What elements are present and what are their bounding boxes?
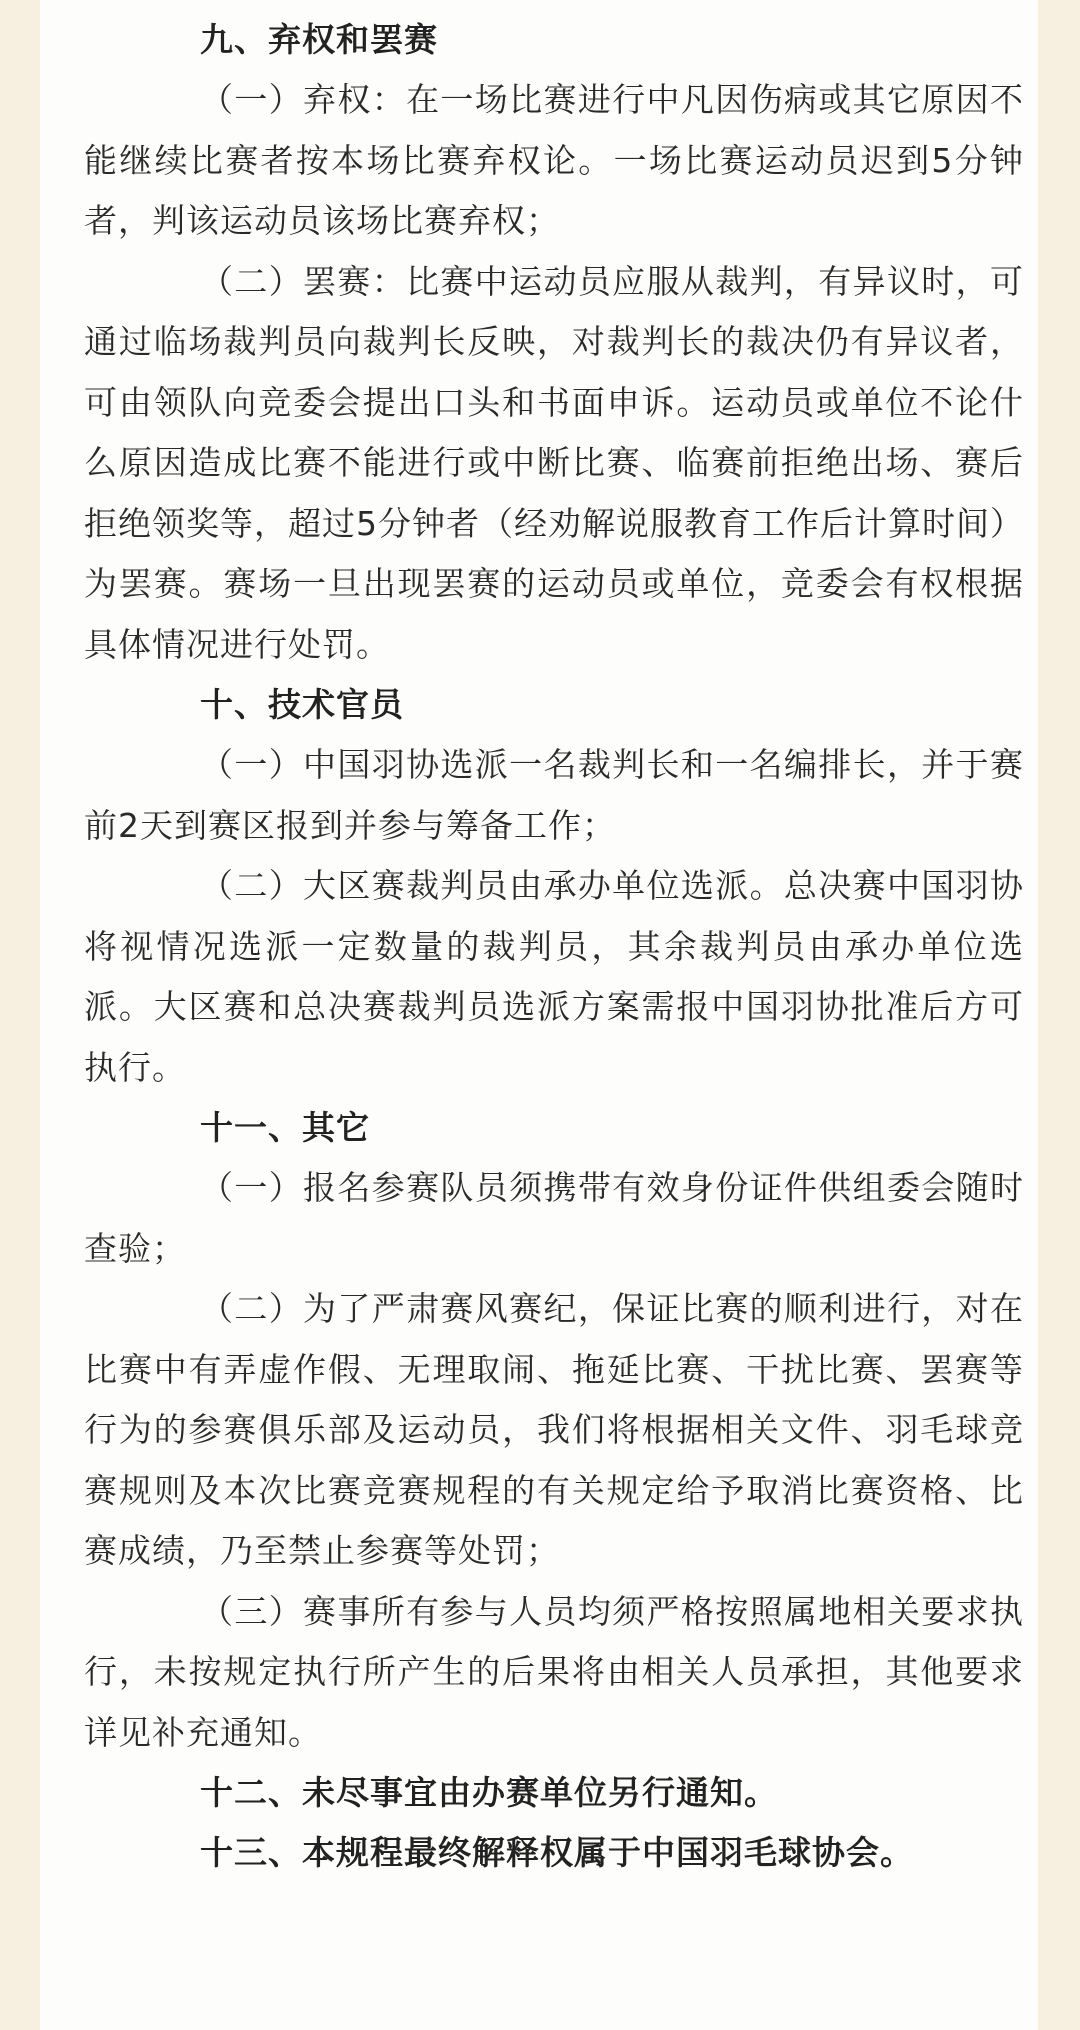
section-heading-forfeit: 九、弃权和罢赛 bbox=[200, 20, 438, 59]
paragraph-technical-officials-2: （二）大区赛裁判员由承办单位选派。总决赛中国羽协将视情况选派一定数量的裁判员，其余裁判员由承办单位选派。大区赛和总决赛裁判员选派方案需报中国羽协批准后方可执行。 bbox=[84, 866, 1024, 1087]
paragraph-technical-officials-1: （一）中国羽协选派一名裁判长和一名编排长，并于赛前2天到赛区报到并参与筹备工作； bbox=[84, 745, 1024, 845]
paragraph-other-2: （二）为了严肃赛风赛纪，保证比赛的顺利进行，对在比赛中有弄虚作假、无理取闹、拖延比赛、干扰比赛、罢赛等行为的参赛俱乐部及运动员，我们将根据相关文件、羽毛球竞赛规则及本次比赛竞赛规程的有关规定给予取消比赛资格、比赛成绩，乃至禁止参赛等处罚； bbox=[84, 1289, 1024, 1570]
paragraph-forfeit-1: （一）弃权：在一场比赛进行中凡因伤病或其它原因不能继续比赛者按本场比赛弃权论。一场比赛运动员迟到5分钟者，判该运动员该场比赛弃权； bbox=[84, 80, 1024, 240]
paragraph-forfeit-2: （二）罢赛：比赛中运动员应服从裁判，有异议时，可通过临场裁判员向裁判长反映，对裁判长的裁决仍有异议者，可由领队向竞委会提出口头和书面申诉。运动员或单位不论什么原因造成比赛不能进行或中断比赛、临赛前拒绝出场、赛后拒绝领奖等，超过5分钟者（经劝解说服教育工作后计算时间）为罢赛。赛场一旦出现罢赛的运动员或单位，竞委会有权根据具体情况进行处罚。 bbox=[84, 261, 1024, 664]
document-page bbox=[40, 0, 1038, 2030]
paragraph-other-3: （三）赛事所有参与人员均须严格按照属地相关要求执行，未按规定执行所产生的后果将由相关人员承担，其他要求详见补充通知。 bbox=[84, 1591, 1024, 1752]
paragraph-other-1: （一）报名参赛队员须携带有效身份证件供组委会随时查验； bbox=[84, 1168, 1024, 1268]
document-body bbox=[84, 10, 1024, 1883]
section-heading-interpretation: 十三、本规程最终解释权属于中国羽毛球协会。 bbox=[200, 1833, 914, 1872]
section-heading-other: 十一、其它 bbox=[200, 1108, 370, 1147]
section-heading-unfinished-matters: 十二、未尽事宜由办赛单位另行通知。 bbox=[200, 1773, 778, 1812]
section-heading-technical-officials: 十、技术官员 bbox=[200, 685, 404, 724]
